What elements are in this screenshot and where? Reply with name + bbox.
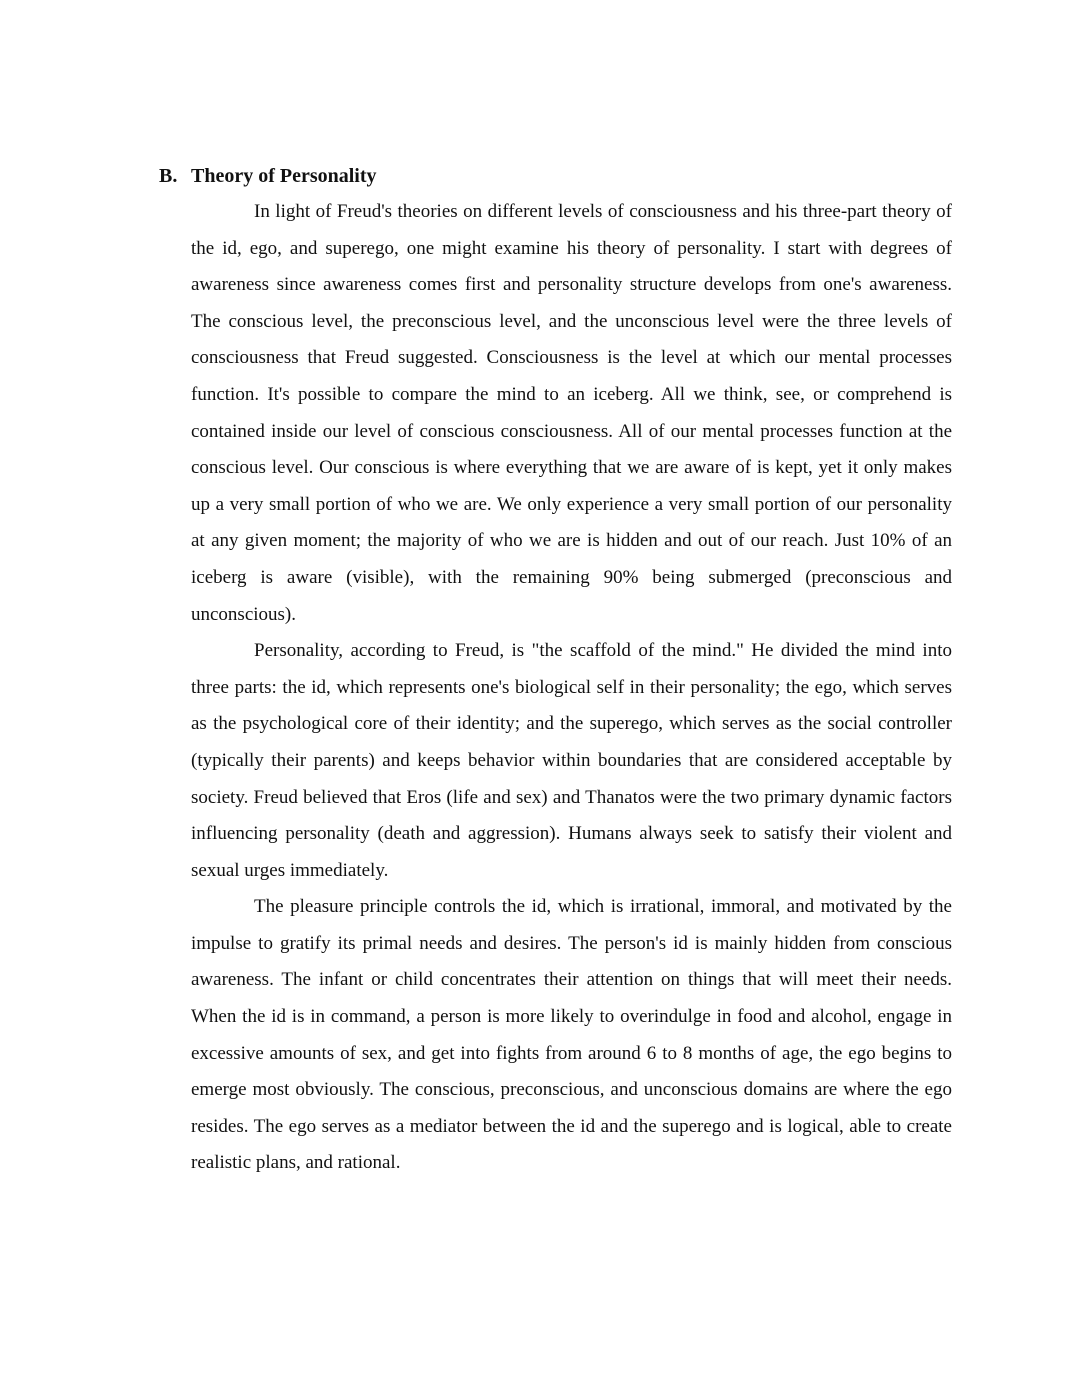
section-title: Theory of Personality bbox=[191, 165, 377, 187]
paragraph-awareness-levels: In light of Freud's theories on different levels of consciousness and his three-part theory of the id, ego, and superego, one might examine his theory of personality. I start with degrees of awareness since awareness comes first and personality structure develops from one's awareness. The conscious level, the preconscious level, and the unconscious level were the three levels of consciousness that Freud suggested. Consciousness is the level at which our mental processes function. It's possible to compare the mind to an iceberg. All we think, see, or comprehend is contained inside our level of conscious consciousness. All of our mental processes function at the conscious level. Our conscious is where everything that we are aware of is kept, yet it only makes up a very small portion of who we are. We only experience a very small portion of our personality at any given moment; the majority of who we are is hidden and out of our reach. Just 10% of an iceberg is aware (visible), with the remaining 90% being submerged (preconscious and unconscious). bbox=[191, 201, 952, 625]
section-body bbox=[191, 194, 952, 1182]
paragraph-id-and-ego: The pleasure principle controls the id, which is irrational, immoral, and motivated by the impulse to gratify its primal needs and desires. The person's id is mainly hidden from conscious awareness. The infant or child concentrates their attention on things that will meet their needs. When the id is in command, a person is more likely to overindulge in food and alcohol, engage in excessive amounts of sex, and get into fights from around 6 to 8 months of age, the ego begins to emerge most obviously. The conscious, preconscious, and unconscious domains are where the ego resides. The ego serves as a mediator between the id and the superego and is logical, able to create realistic plans, and rational. bbox=[191, 896, 952, 1174]
paragraph-personality-structure: Personality, according to Freud, is "the scaffold of the mind." He divided the mind into three parts: the id, which represents one's biological self in their personality; the ego, which serves as the psychological core of their identity; and the superego, which serves as the social controller (typically their parents) and keeps behavior within boundaries that are considered acceptable by society. Freud believed that Eros (life and sex) and Thanatos were the two primary dynamic factors influencing personality (death and aggression). Humans always seek to satisfy their violent and sexual urges immediately. bbox=[191, 640, 952, 881]
section-heading bbox=[159, 162, 377, 190]
section-marker: B. bbox=[159, 165, 178, 187]
